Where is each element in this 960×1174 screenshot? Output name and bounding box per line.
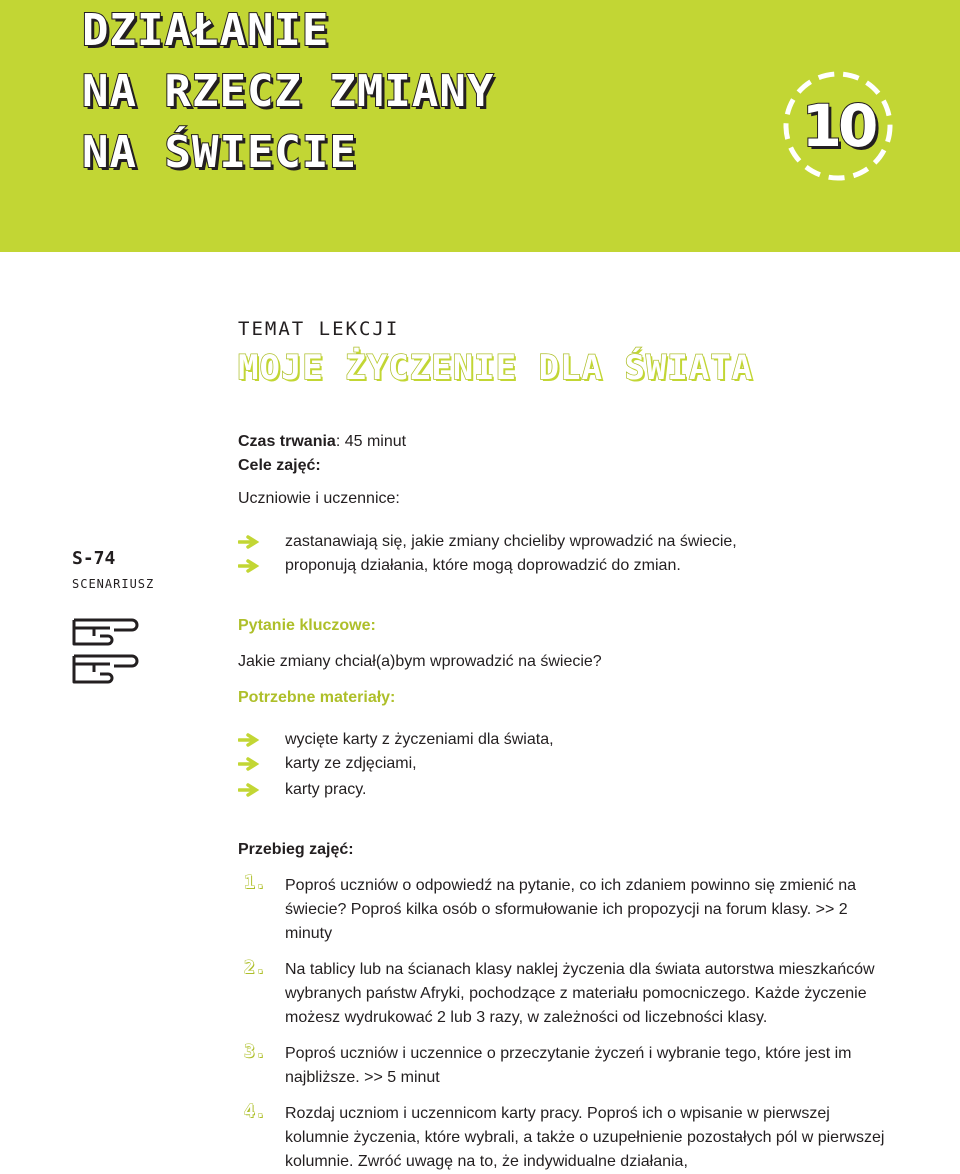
pointing-hands-icon xyxy=(70,614,140,686)
scenario-code: S-74 xyxy=(72,548,116,569)
duration-line xyxy=(238,430,406,454)
scenario-reference xyxy=(72,548,154,591)
bullet-arrow-icon xyxy=(238,535,260,549)
key-question-label: Pytanie kluczowe: xyxy=(238,617,376,634)
duration-value: : 45 minut xyxy=(335,433,407,450)
step-number: 4. xyxy=(244,1101,266,1122)
lesson-topic xyxy=(238,318,918,388)
chapter-number-badge xyxy=(780,68,896,184)
goal-item: proponują działania, które mogą doprowadzić do zmian. xyxy=(285,557,681,574)
goals-label: Cele zajęć: xyxy=(238,457,321,474)
bullet-arrow-icon xyxy=(238,783,260,797)
step-number: 2. xyxy=(244,957,266,978)
goals-intro: Uczniowie i uczennice: xyxy=(238,490,400,507)
bullet-arrow-icon xyxy=(238,559,260,573)
materials-label: Potrzebne materiały: xyxy=(238,689,396,706)
bullet-arrow-icon xyxy=(238,757,260,771)
goal-item: zastanawiają się, jakie zmiany chcieliby wprowadzić na świecie, xyxy=(285,533,737,550)
step-text: Poproś uczniów i uczennice o przeczytanie życzeń i wybranie tego, które jest im najbliższe. >> 5 minut xyxy=(285,1045,852,1086)
chapter-title-line: NA RZECZ ZMIANY xyxy=(82,66,495,117)
step-text: Poproś uczniów o odpowiedź na pytanie, co ich zdaniem powinno się zmienić na świecie? Poproś kilka osób o sformułowanie ich propozycji na forum klasy. >> 2 minuty xyxy=(285,877,856,942)
bullet-arrow-icon xyxy=(238,733,260,747)
material-item: karty pracy. xyxy=(285,781,367,798)
scenario-label: SCENARIUSZ xyxy=(72,577,155,591)
step-number: 3. xyxy=(244,1041,266,1062)
step-text: Na tablicy lub na ścianach klasy naklej życzenia dla świata autorstwa mieszkańców wybranych państw Afryki, pochodzące z materiału pomocniczego. Każde życzenie możesz wydrukować 2 lub 3 razy, w zależności od liczebności klasy. xyxy=(285,961,875,1026)
step-number: 1. xyxy=(244,872,266,893)
step-text: Rozdaj uczniom i uczennicom karty pracy. Poproś ich o wpisanie w pierwszej kolumnie życzenia, które wybrali, a także o uzupełnienie pozostałych pól w pierwszej kolumnie. Zwróć uwagę na to, że indywidualne działania, xyxy=(285,1105,885,1170)
lesson-title: MOJE ŻYCZENIE DLA ŚWIATA xyxy=(238,348,754,388)
chapter-title-line: DZIAŁANIE xyxy=(82,5,330,56)
material-item: wycięte karty z życzeniami dla świata, xyxy=(285,731,554,748)
chapter-number: 10 xyxy=(801,92,875,160)
duration-label: Czas trwania xyxy=(238,433,336,450)
header-banner xyxy=(0,0,960,252)
chapter-title xyxy=(82,0,494,183)
material-item: karty ze zdjęciami, xyxy=(285,755,417,772)
chapter-title-line: NA ŚWIECIE xyxy=(82,127,357,178)
key-question: Jakie zmiany chciał(a)bym wprowadzić na świecie? xyxy=(238,653,602,670)
topic-label: TEMAT LEKCJI xyxy=(238,318,400,340)
procedure-label: Przebieg zajęć: xyxy=(238,841,354,858)
